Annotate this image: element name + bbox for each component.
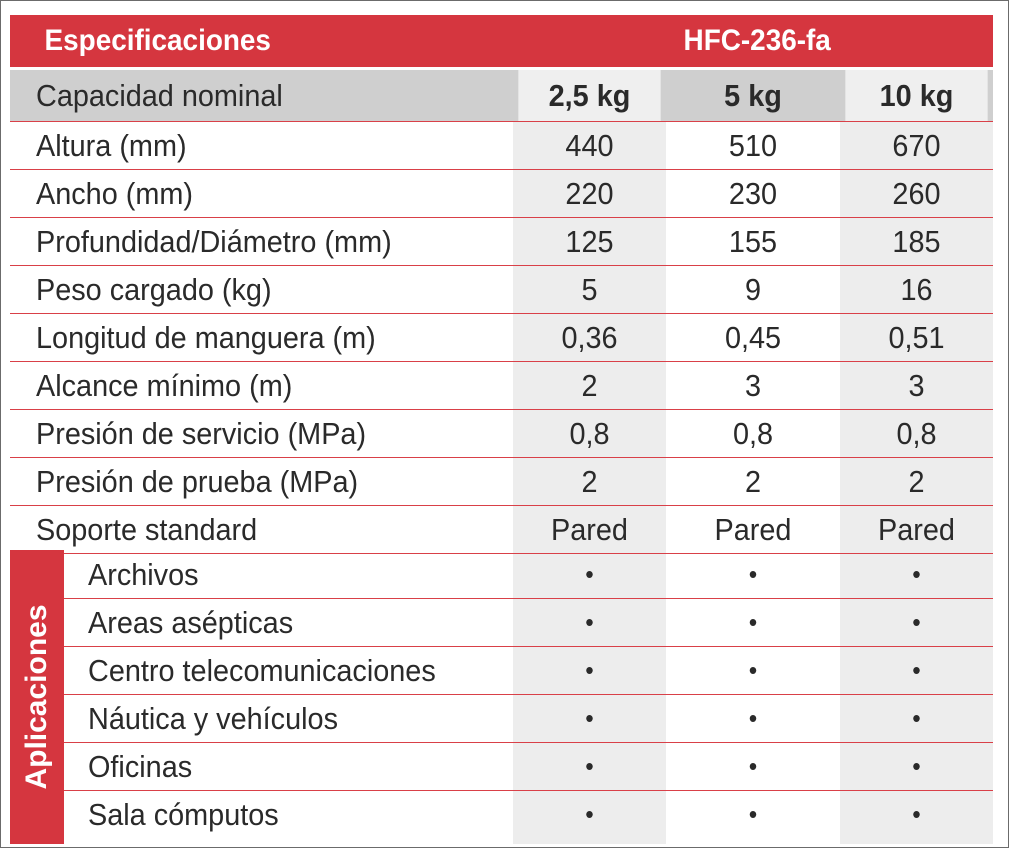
spec-value-3: 0,51 (888, 319, 945, 355)
application-mark-3: • (912, 751, 921, 781)
applications-sidebar (10, 550, 64, 844)
spec-value-3: Pared (878, 511, 955, 547)
application-mark-1: • (585, 703, 594, 733)
application-mark-1: • (585, 559, 594, 589)
spec-label: Longitud de manguera (m) (36, 319, 376, 355)
capacity-value-2: 5 kg (672, 70, 834, 121)
spec-label: Ancho (mm) (36, 175, 193, 211)
spec-value-1: 2 (581, 367, 598, 403)
spec-value-2: 230 (728, 175, 778, 211)
application-mark-1: • (585, 799, 594, 829)
application-mark-2: • (748, 607, 758, 637)
spec-label: Alcance mínimo (m) (36, 367, 293, 403)
spec-value-2: 9 (744, 271, 762, 307)
application-label: Oficinas (88, 748, 193, 784)
application-mark-1: • (585, 751, 594, 781)
header-model: HFC-236-fa (683, 24, 831, 57)
spec-value-1: 0,36 (561, 319, 618, 355)
capacity-value-1: 2,5 kg (518, 70, 660, 121)
spec-value-3: 185 (892, 223, 941, 259)
spec-value-2: 2 (744, 463, 762, 499)
spec-value-1: 0,8 (569, 415, 610, 451)
application-label: Archivos (88, 556, 199, 592)
spec-value-1: 5 (581, 271, 598, 307)
application-mark-2: • (748, 559, 758, 589)
application-mark-1: • (585, 655, 594, 685)
application-row (64, 695, 993, 743)
spec-label: Peso cargado (kg) (36, 271, 272, 307)
table-row (10, 506, 993, 554)
spec-label: Altura (mm) (36, 127, 187, 163)
application-row (64, 551, 993, 599)
table-row (10, 362, 993, 410)
application-mark-3: • (912, 655, 921, 685)
table-row (10, 266, 993, 314)
application-label: Náutica y vehículos (88, 700, 338, 736)
application-mark-2: • (748, 655, 758, 685)
spec-value-1: 125 (565, 223, 614, 259)
table-row (10, 314, 993, 362)
spec-value-3: 0,8 (896, 415, 937, 451)
table-row (10, 458, 993, 506)
spec-value-3: 2 (908, 463, 925, 499)
spec-value-3: 3 (908, 367, 925, 403)
spec-value-2: 510 (728, 127, 778, 163)
application-row (64, 791, 993, 838)
spec-value-1: Pared (551, 511, 628, 547)
table-row (10, 170, 993, 218)
header-title: Especificaciones (44, 24, 271, 57)
spec-value-2: Pared (714, 511, 792, 547)
spec-value-2: 3 (744, 367, 762, 403)
application-mark-2: • (748, 703, 758, 733)
capacity-value-3: 10 kg (845, 70, 987, 121)
application-row (64, 647, 993, 695)
spec-value-2: 0,8 (732, 415, 774, 451)
application-mark-3: • (912, 559, 921, 589)
spec-value-1: 440 (565, 127, 614, 163)
application-mark-3: • (912, 799, 921, 829)
application-mark-3: • (912, 607, 921, 637)
spec-value-2: 155 (728, 223, 778, 259)
capacity-row (10, 70, 993, 122)
application-mark-2: • (748, 751, 758, 781)
spec-value-1: 220 (565, 175, 614, 211)
table-header (10, 15, 993, 67)
applications-title: Aplicaciones (20, 604, 53, 790)
spec-value-1: 2 (581, 463, 598, 499)
application-row (64, 743, 993, 791)
application-label: Centro telecomunicaciones (88, 652, 436, 688)
spec-label: Soporte standard (36, 511, 258, 547)
application-row (64, 599, 993, 647)
spec-value-3: 260 (892, 175, 941, 211)
application-mark-1: • (585, 607, 594, 637)
application-mark-2: • (748, 799, 758, 829)
spec-value-2: 0,45 (724, 319, 782, 355)
table-row (10, 122, 993, 170)
application-mark-3: • (912, 703, 921, 733)
application-label: Sala cómputos (88, 796, 279, 832)
table-row (10, 218, 993, 266)
application-label: Areas asépticas (88, 604, 294, 640)
capacity-label: Capacidad nominal (36, 77, 283, 113)
spec-label: Profundidad/Diámetro (mm) (36, 223, 392, 259)
spec-value-3: 670 (892, 127, 941, 163)
spec-value-3: 16 (900, 271, 933, 307)
spec-label: Presión de prueba (MPa) (36, 463, 359, 499)
table-row (10, 410, 993, 458)
spec-label: Presión de servicio (MPa) (36, 415, 367, 451)
